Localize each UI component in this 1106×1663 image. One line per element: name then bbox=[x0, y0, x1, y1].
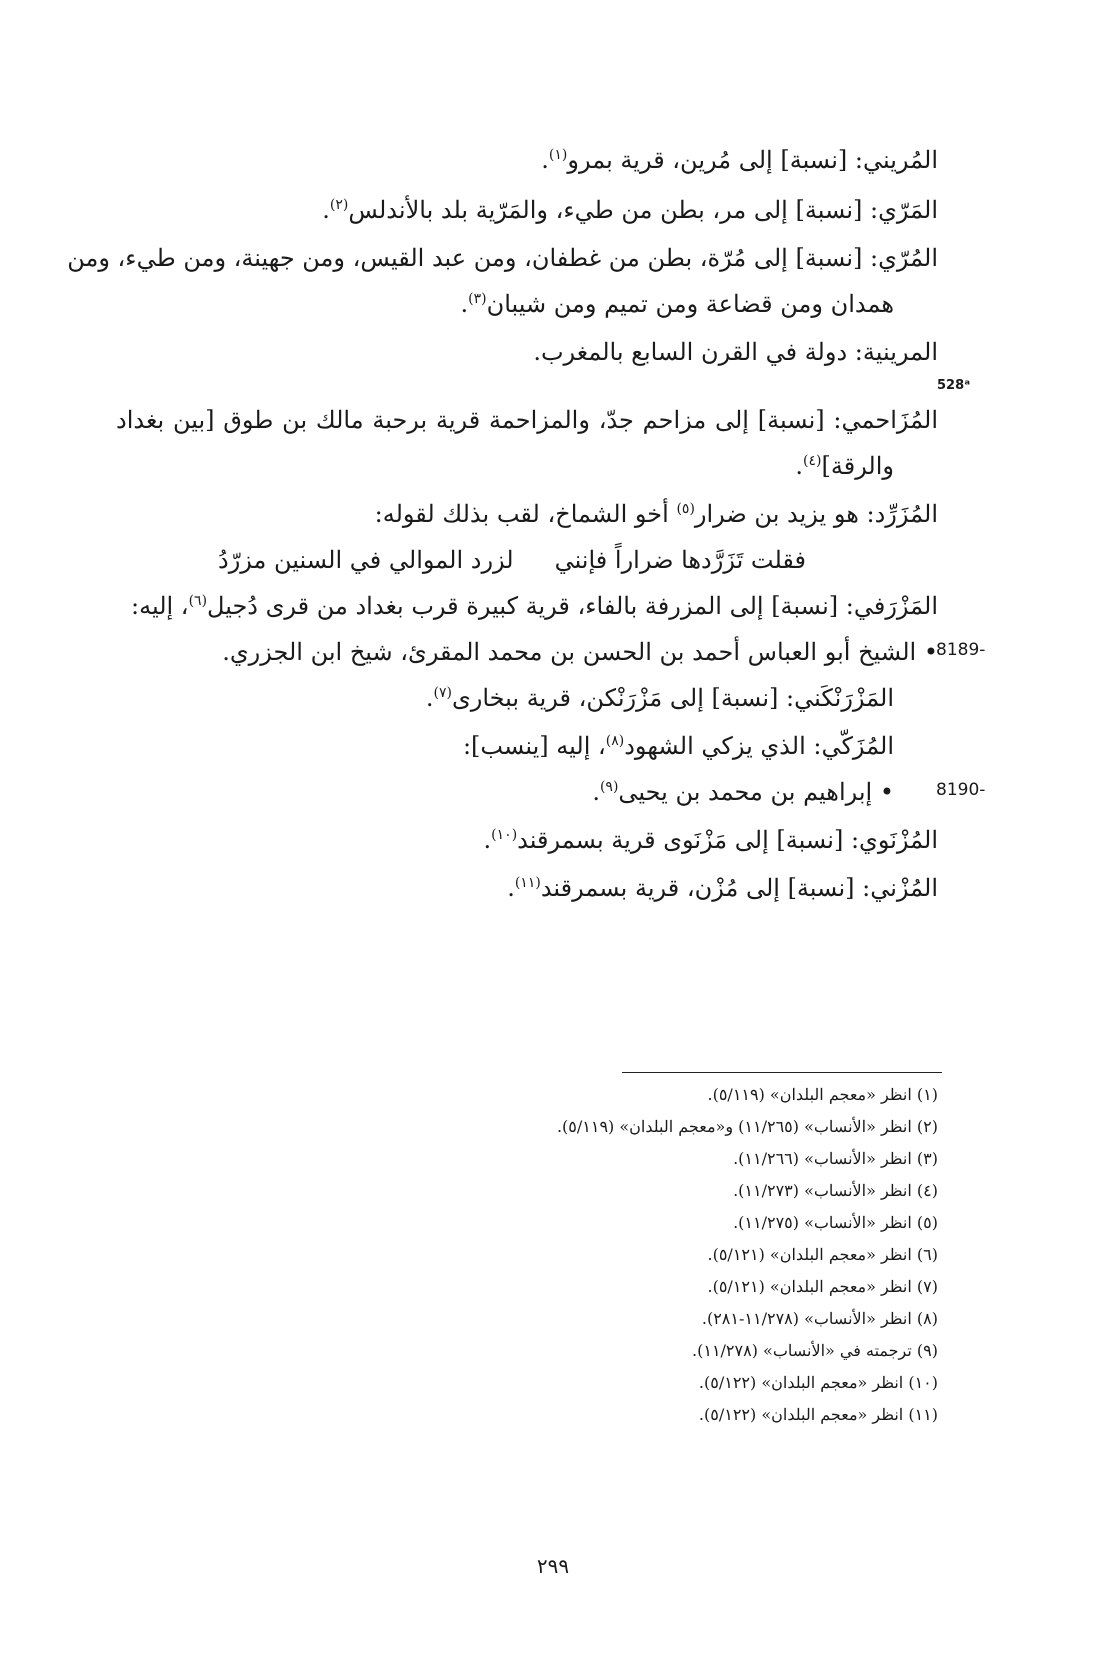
entry-tail: . bbox=[322, 196, 330, 224]
footnote-ref[interactable]: (٤) bbox=[803, 453, 822, 469]
entry-head: المُرّي: bbox=[870, 244, 938, 272]
footnote-2: (٢) انظر «الأنساب» (١١/٢٦٥) و«معجم البلدان» (٥/١١٩). bbox=[556, 1117, 938, 1136]
entry-almuzahimi-cont bbox=[795, 446, 894, 486]
entry-tail: . bbox=[425, 684, 434, 712]
margin-number-8189: 8189- bbox=[936, 640, 986, 660]
entry-head: المُزَاحمي: bbox=[833, 406, 938, 434]
entry-almuzarrid bbox=[375, 494, 938, 534]
footnote-ref[interactable]: (٧) bbox=[433, 685, 452, 701]
footnote-1: (١) انظر «معجم البلدان» (٥/١١٩). bbox=[707, 1085, 938, 1104]
entry-almariniyya bbox=[533, 332, 938, 372]
person-entry-8190 bbox=[592, 772, 894, 812]
entry-head: المُزَرِّد: bbox=[866, 500, 938, 528]
footnote-separator bbox=[622, 1072, 942, 1073]
entry-tail: أخو الشماخ، لقب بذلك لقوله: bbox=[374, 500, 677, 528]
entry-head: المَزْرَنْكَني: bbox=[786, 684, 894, 712]
entry-body: [نسبة] إلى مزاحم جدّ، والمزاحمة قرية برحبة مالك بن طوق [بين بغداد bbox=[116, 406, 834, 434]
person-name: • إبراهيم بن محمد بن يحيى bbox=[618, 778, 894, 806]
verse-hemistich-right: فقلت تَزَرَّدها ضراراً فإنني bbox=[554, 546, 806, 574]
page-number: ٢٩٩ bbox=[536, 1554, 570, 1578]
footnote-ref[interactable]: (٩) bbox=[599, 779, 619, 795]
entry-body: [نسبة] إلى مَزْرَنْكن، قرية ببخارى bbox=[451, 684, 787, 712]
footnote-ref[interactable]: (٣) bbox=[468, 291, 487, 307]
entry-almurri bbox=[67, 238, 938, 278]
entry-head: المَزْرَفي: bbox=[845, 592, 938, 620]
person-entry-8189 bbox=[222, 632, 938, 672]
entry-body: الذي يزكي الشهود bbox=[624, 732, 814, 760]
footnote-ref[interactable]: (٥) bbox=[676, 501, 695, 517]
entry-almuzakki bbox=[463, 726, 894, 766]
entry-tail: . bbox=[592, 778, 600, 806]
footnote-7: (٧) انظر «معجم البلدان» (٥/١٢١). bbox=[707, 1277, 938, 1296]
entry-head: المُزْني: bbox=[862, 874, 938, 902]
entry-tail: ، إليه: bbox=[131, 592, 189, 620]
entry-head: المُزْنَوي: bbox=[850, 826, 938, 854]
footnote-ref[interactable]: (٦) bbox=[188, 593, 208, 609]
entry-tail: . bbox=[460, 290, 469, 318]
footnote-ref[interactable]: (١٠) bbox=[491, 827, 518, 843]
entry-almazrankani bbox=[426, 678, 894, 718]
footnote-ref[interactable]: (١١) bbox=[514, 875, 541, 891]
footnote-ref[interactable]: (٢) bbox=[329, 197, 349, 213]
entry-body: [نسبة] إلى المزرفة بالفاء، قرية كبيرة قرب بغداد من قرى دُجيل bbox=[207, 592, 846, 620]
entry-head: المَرّي: bbox=[870, 196, 938, 224]
footnote-6: (٦) انظر «معجم البلدان» (٥/١٢١). bbox=[707, 1245, 938, 1264]
entry-tail: . bbox=[483, 826, 492, 854]
margin-number-8190: 8190- bbox=[936, 780, 986, 800]
manuscript-page-marker: 528ᵃ bbox=[937, 378, 971, 393]
entry-tail: . bbox=[541, 146, 549, 174]
footnote-3: (٣) انظر «الأنساب» (١١/٢٦٦). bbox=[733, 1149, 938, 1168]
entry-body: [نسبة] إلى مر، بطن من طيء، والمَرّية بلد بالأندلس bbox=[348, 196, 871, 224]
footnote-4: (٤) انظر «الأنساب» (١١/٢٧٣). bbox=[733, 1181, 938, 1200]
footnote-ref[interactable]: (١) bbox=[548, 147, 568, 163]
entry-head: المُريني: bbox=[854, 146, 938, 174]
entry-body: [نسبة] إلى مَزْنَوى قرية بسمرقند bbox=[517, 826, 851, 854]
entry-body: همدان ومن قضاعة ومن تميم ومن شيبان bbox=[486, 290, 894, 318]
entry-almazrafi bbox=[131, 586, 938, 626]
entry-tail: . bbox=[507, 874, 515, 902]
footnote-5: (٥) انظر «الأنساب» (١١/٢٧٥). bbox=[733, 1213, 938, 1232]
entry-head: المرينية: bbox=[854, 338, 938, 366]
entry-head: المُزَكّي: bbox=[813, 732, 894, 760]
entry-body: هو يزيد بن ضرار bbox=[694, 500, 867, 528]
entry-almurini bbox=[541, 140, 938, 180]
entry-body: دولة في القرن السابع بالمغرب. bbox=[533, 338, 855, 366]
footnote-11: (١١) انظر «معجم البلدان» (٥/١٢٢). bbox=[698, 1405, 938, 1424]
entry-almurri-cont bbox=[460, 284, 894, 324]
footnote-10: (١٠) انظر «معجم البلدان» (٥/١٢٢). bbox=[698, 1373, 938, 1392]
footnote-8: (٨) انظر «الأنساب» (١١/٢٧٨-٢٨١). bbox=[701, 1309, 938, 1328]
entry-tail: . bbox=[795, 452, 804, 480]
verse-hemistich-left: لزرد الموالي في السنين مزرّدُ bbox=[218, 546, 514, 574]
footnote-9: (٩) ترجمته في «الأنساب» (١١/٢٧٨). bbox=[692, 1341, 938, 1360]
entry-almuzahimi bbox=[116, 400, 938, 440]
person-name: • الشيخ أبو العباس أحمد بن الحسن بن محمد المقرئ، شيخ ابن الجزري. bbox=[222, 638, 938, 666]
entry-body: [نسبة] إلى مُزْن، قرية بسمرقند bbox=[540, 874, 863, 902]
entry-almarri bbox=[322, 190, 938, 230]
entry-almuznawi bbox=[484, 820, 938, 860]
entry-tail: ، إليه [ينسب]: bbox=[462, 732, 606, 760]
entry-almuzni bbox=[507, 868, 938, 908]
entry-body: [نسبة] إلى مُرين، قرية بمرو bbox=[567, 146, 855, 174]
entry-body: [نسبة] إلى مُرّة، بطن من غطفان، ومن عبد القيس، ومن جهينة، ومن طيء، ومن bbox=[67, 244, 871, 272]
footnote-ref[interactable]: (٨) bbox=[605, 733, 625, 749]
entry-body: والرقة] bbox=[821, 452, 894, 480]
